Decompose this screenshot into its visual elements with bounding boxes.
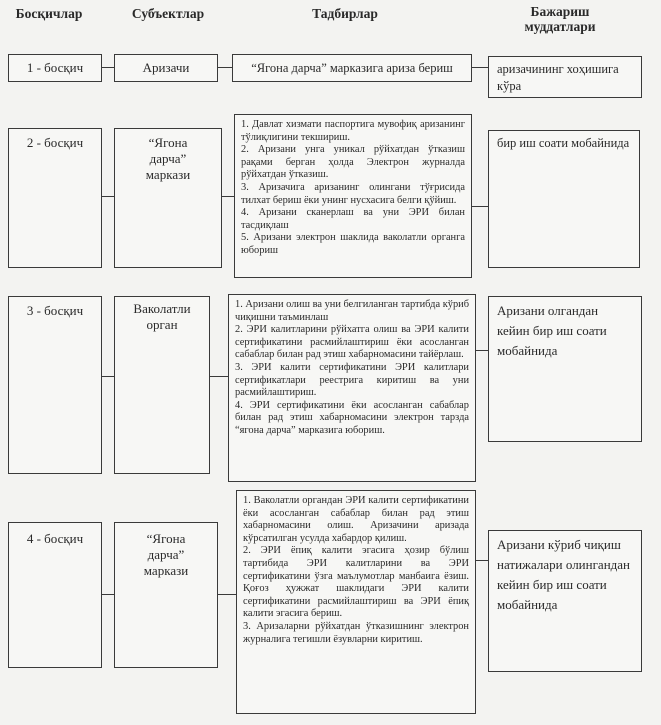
connector-4c — [476, 560, 488, 561]
connector-4b — [218, 594, 236, 595]
activity-3-item-2: 2. ЭРИ калитларини рўйхатга олиш ва ЭРИ калити сертификатини расмийлаштириш ёки асосланган сабаблар билан рад этиш хабарномасини тайёрлаш. — [235, 324, 469, 361]
activity-2-item-5: 5. Аризани электрон шаклида ваколатли органга юбориш — [241, 232, 465, 256]
activity-4-item-2: 2. ЭРИ ёпиқ калити эгасига ҳозир бўлиш тартибида ЭРИ калитларини ва ЭРИ сертификатини ўзга маълумотлар манбаига ёзиш. Қоғоз ҳужжат шаклидаги ЭРИ калити сертификатини расмийлаштириш ва ЭРИ ёпиқ калити эгасига бериш. — [243, 545, 469, 620]
stage-box-2: 2 - босқич — [8, 128, 102, 268]
activity-4-item-3: 3. Аризаларни рўйхатдан ўтказишнинг электрон журналига тегишли ёзувларни киритиш. — [243, 620, 469, 645]
header-deadlines-line1: Бажариш — [530, 4, 590, 19]
activity-4-item-1: 1. Ваколатли органдан ЭРИ калити сертификатини ёки асосланган сабаблар билан рад этиш хабарномасини олиш. Аризачини аризада кўрсатилган усулда хабардор қилиш. — [243, 495, 469, 544]
activity-box-3 — [228, 294, 476, 482]
connector-4a — [102, 594, 114, 595]
deadline-box-4: Аризани кўриб чиқиш натижалари олингандан кейин бир иш соати мобайнида — [488, 530, 642, 672]
stage-box-3: 3 - босқич — [8, 296, 102, 474]
deadline-box-3: Аризани олгандан кейин бир иш соати мобайнида — [488, 296, 642, 442]
activity-2-item-1: 1. Давлат хизмати паспортига мувофиқ аризанинг тўлиқлигини текшириш. — [241, 119, 465, 143]
activity-2-item-2: 2. Аризани унга уникал рўйхатдан ўтказиш рақами берган ҳолда Электрон журналда рўйхатдан ўтказиш. — [241, 144, 465, 181]
activity-box-1: “Ягона дарча” марказига ариза бериш — [232, 54, 472, 82]
subject-box-1: Аризачи — [114, 54, 218, 82]
connector-2c — [472, 206, 488, 207]
activity-3-item-3: 3. ЭРИ калити сертификатини ЭРИ калитлари сертификатлари реестрига киритиш ва уни расмийлаштириш. — [235, 361, 469, 399]
connector-1a — [102, 67, 114, 68]
activity-2-item-4: 4. Аризани сканерлаш ва уни ЭРИ билан тасдиқлаш — [241, 207, 465, 231]
activity-2-item-3: 3. Аризачига аризанинг олингани тўғрисида тилхат бериш ёки унинг нусхасига белги қўйиш. — [241, 181, 465, 206]
connector-1c — [472, 67, 488, 68]
connector-3a — [102, 376, 114, 377]
stage-box-4: 4 - босқич — [8, 522, 102, 668]
deadline-box-1: аризачининг хоҳишига кўра — [488, 56, 642, 98]
activity-box-2 — [234, 114, 472, 278]
connector-3c — [476, 350, 488, 351]
header-deadlines-line2: муддатлари — [524, 19, 596, 34]
header-stages: Босқичлар — [15, 6, 83, 21]
connector-2a — [102, 196, 114, 197]
subject-box-3: Ваколатли орган — [114, 296, 210, 474]
header-subjects: Субъектлар — [131, 6, 205, 21]
activity-box-4 — [236, 490, 476, 714]
connector-2b — [222, 196, 234, 197]
subject-box-4: “Ягона дарча” маркази — [114, 522, 218, 668]
connector-1b — [218, 67, 232, 68]
activity-3-item-1: 1. Аризани олиш ва уни белгиланган тартибда кўриб чиқишни таъминлаш — [235, 299, 469, 323]
deadline-box-2: бир иш соати мобайнида — [488, 130, 640, 268]
activity-3-item-4: 4. ЭРИ сертификатини ёки асосланган сабаблар билан рад этиш хабарномасини электрон тарзда “ягона дарча” марказига юбориш. — [235, 399, 469, 436]
stage-box-1: 1 - босқич — [8, 54, 102, 82]
subject-box-2: “Ягона дарча” маркази — [114, 128, 222, 268]
header-deadlines — [490, 4, 630, 34]
header-activities: Тадбирлар — [312, 6, 378, 21]
connector-3b — [210, 376, 228, 377]
